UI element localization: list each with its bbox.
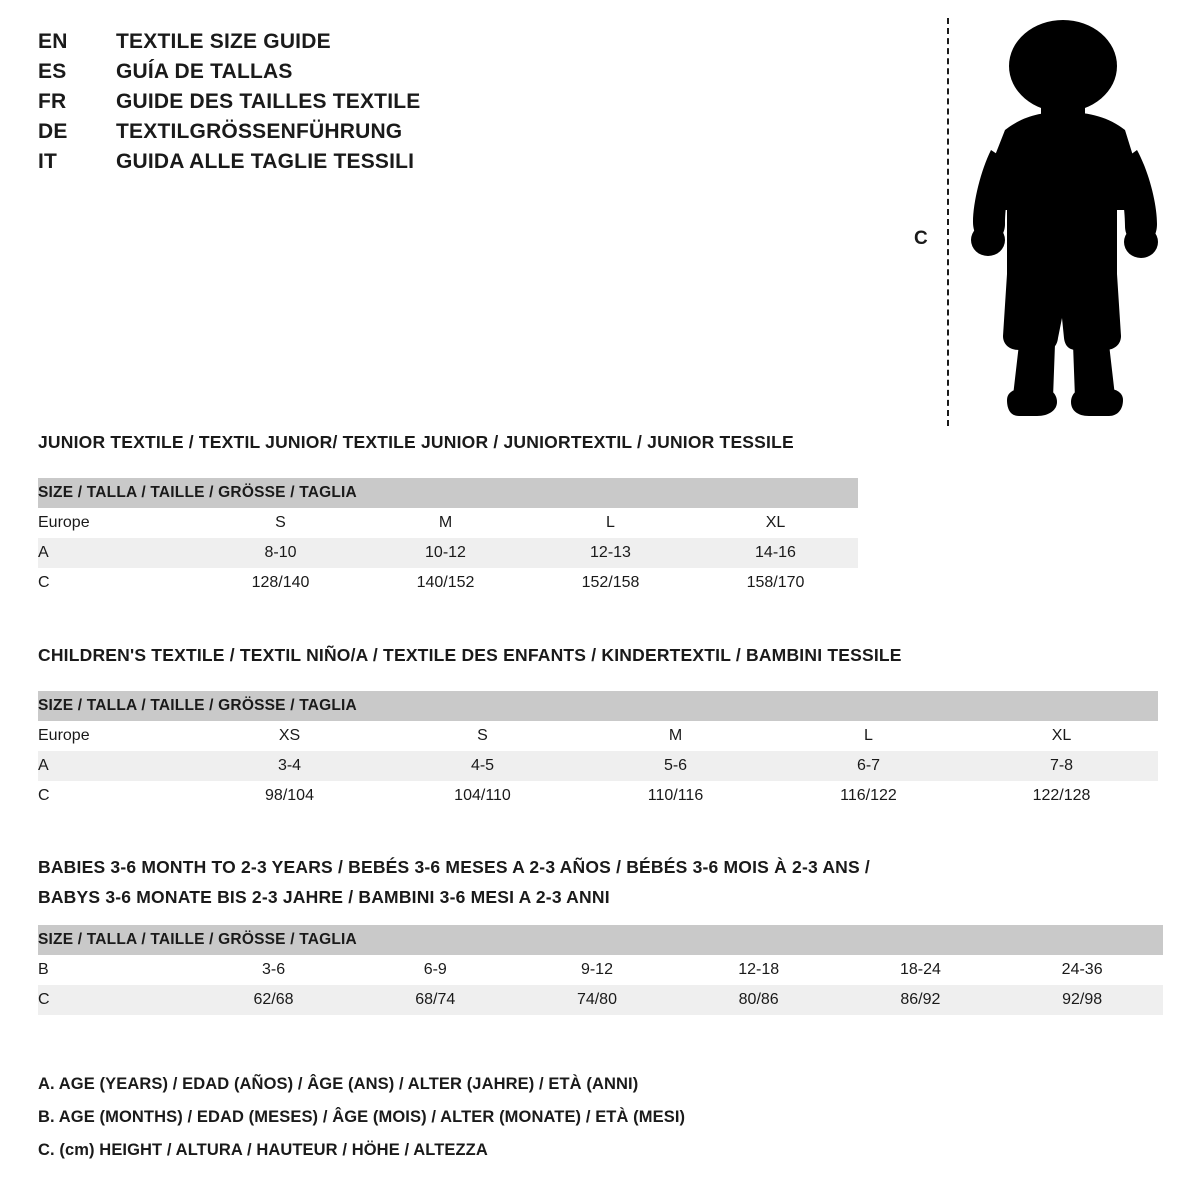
- language-row: [38, 60, 598, 90]
- legend-block: [38, 1068, 1038, 1167]
- language-title-block: [38, 30, 598, 180]
- cell: L: [528, 508, 693, 538]
- language-title: GUÍA DE TALLAS: [116, 60, 293, 83]
- cell: 3-6: [193, 955, 355, 985]
- cell: XS: [193, 721, 386, 751]
- legend-line-b: B. AGE (MONTHS) / EDAD (MESES) / ÂGE (MOIS) / ALTER (MONATE) / ETÀ (MESI): [38, 1108, 686, 1126]
- cell: 10-12: [363, 538, 528, 568]
- language-title: GUIDA ALLE TAGLIE TESSILI: [116, 150, 415, 173]
- table-row: [38, 985, 1163, 1015]
- cell: M: [363, 508, 528, 538]
- cell: M: [579, 721, 772, 751]
- cell: 3-4: [193, 751, 386, 781]
- cell: 140/152: [363, 568, 528, 598]
- children-size-table: [38, 691, 1158, 811]
- language-code: EN: [38, 30, 68, 53]
- cell: 116/122: [772, 781, 965, 811]
- cell: XL: [965, 721, 1158, 751]
- table-band-row: [38, 925, 1163, 955]
- cell: 12-13: [528, 538, 693, 568]
- row-label: A: [38, 538, 198, 568]
- junior-size-table: [38, 478, 858, 598]
- cell: 14-16: [693, 538, 858, 568]
- section-title-junior: JUNIOR TEXTILE / TEXTIL JUNIOR/ TEXTILE JUNIOR / JUNIORTEXTIL / JUNIOR TESSILE: [38, 432, 794, 452]
- language-title: TEXTILE SIZE GUIDE: [116, 30, 331, 53]
- language-row: [38, 150, 598, 180]
- language-title: GUIDE DES TAILLES TEXTILE: [116, 90, 421, 113]
- language-code: ES: [38, 60, 67, 83]
- cell: L: [772, 721, 965, 751]
- row-label: C: [38, 781, 193, 811]
- height-measure-figure: [900, 10, 1180, 430]
- cell: 8-10: [198, 538, 363, 568]
- cell: 98/104: [193, 781, 386, 811]
- band-label: SIZE / TALLA / TAILLE / GRÖSSE / TAGLIA: [38, 478, 858, 508]
- cell: 104/110: [386, 781, 579, 811]
- cell: 122/128: [965, 781, 1158, 811]
- language-row: [38, 30, 598, 60]
- row-label: A: [38, 751, 193, 781]
- language-row: [38, 90, 598, 120]
- cell: 4-5: [386, 751, 579, 781]
- cell: 110/116: [579, 781, 772, 811]
- table-row: [38, 781, 1158, 811]
- table-row: [38, 568, 858, 598]
- table-row: [38, 751, 1158, 781]
- table-row: [38, 721, 1158, 751]
- cell: S: [198, 508, 363, 538]
- cell: 9-12: [516, 955, 678, 985]
- cell: 152/158: [528, 568, 693, 598]
- table-row: [38, 508, 858, 538]
- cell: 6-9: [354, 955, 516, 985]
- cell: 24-36: [1001, 955, 1163, 985]
- band-label: SIZE / TALLA / TAILLE / GRÖSSE / TAGLIA: [38, 925, 1163, 955]
- row-label: C: [38, 985, 193, 1015]
- cell: 80/86: [678, 985, 840, 1015]
- cell: 92/98: [1001, 985, 1163, 1015]
- language-code: FR: [38, 90, 67, 113]
- cell: 6-7: [772, 751, 965, 781]
- table-band-row: [38, 478, 858, 508]
- cell: 18-24: [840, 955, 1002, 985]
- band-label: SIZE / TALLA / TAILLE / GRÖSSE / TAGLIA: [38, 691, 1158, 721]
- language-code: IT: [38, 150, 58, 173]
- child-silhouette-icon: [945, 18, 1175, 426]
- row-label: C: [38, 568, 198, 598]
- measure-label-c: C: [914, 228, 928, 249]
- table-row: [38, 538, 858, 568]
- row-label: Europe: [38, 721, 193, 751]
- row-label: B: [38, 955, 193, 985]
- cell: 12-18: [678, 955, 840, 985]
- section-title-babies-line2: BABYS 3-6 MONATE BIS 2-3 JAHRE / BAMBINI 3-6 MESI A 2-3 ANNI: [38, 887, 610, 907]
- cell: 7-8: [965, 751, 1158, 781]
- babies-size-table: [38, 925, 1163, 1015]
- section-title-babies: [38, 852, 1038, 912]
- cell: 128/140: [198, 568, 363, 598]
- row-label: Europe: [38, 508, 198, 538]
- language-title: TEXTILGRÖSSENFÜHRUNG: [116, 120, 403, 143]
- legend-line-a: A. AGE (YEARS) / EDAD (AÑOS) / ÂGE (ANS) / ALTER (JAHRE) / ETÀ (ANNI): [38, 1075, 639, 1093]
- cell: 62/68: [193, 985, 355, 1015]
- cell: 5-6: [579, 751, 772, 781]
- section-title-babies-line1: BABIES 3-6 MONTH TO 2-3 YEARS / BEBÉS 3-6 MESES A 2-3 AÑOS / BÉBÉS 3-6 MOIS À 2-3 ANS /: [38, 857, 870, 877]
- language-code: DE: [38, 120, 68, 143]
- table-row: [38, 955, 1163, 985]
- table-band-row: [38, 691, 1158, 721]
- language-row: [38, 120, 598, 150]
- cell: 86/92: [840, 985, 1002, 1015]
- legend-line-c: C. (cm) HEIGHT / ALTURA / HAUTEUR / HÖHE / ALTEZZA: [38, 1141, 488, 1159]
- cell: 158/170: [693, 568, 858, 598]
- section-title-children: CHILDREN'S TEXTILE / TEXTIL NIÑO/A / TEXTILE DES ENFANTS / KINDERTEXTIL / BAMBINI TESSILE: [38, 645, 902, 665]
- cell: 68/74: [354, 985, 516, 1015]
- cell: 74/80: [516, 985, 678, 1015]
- cell: XL: [693, 508, 858, 538]
- cell: S: [386, 721, 579, 751]
